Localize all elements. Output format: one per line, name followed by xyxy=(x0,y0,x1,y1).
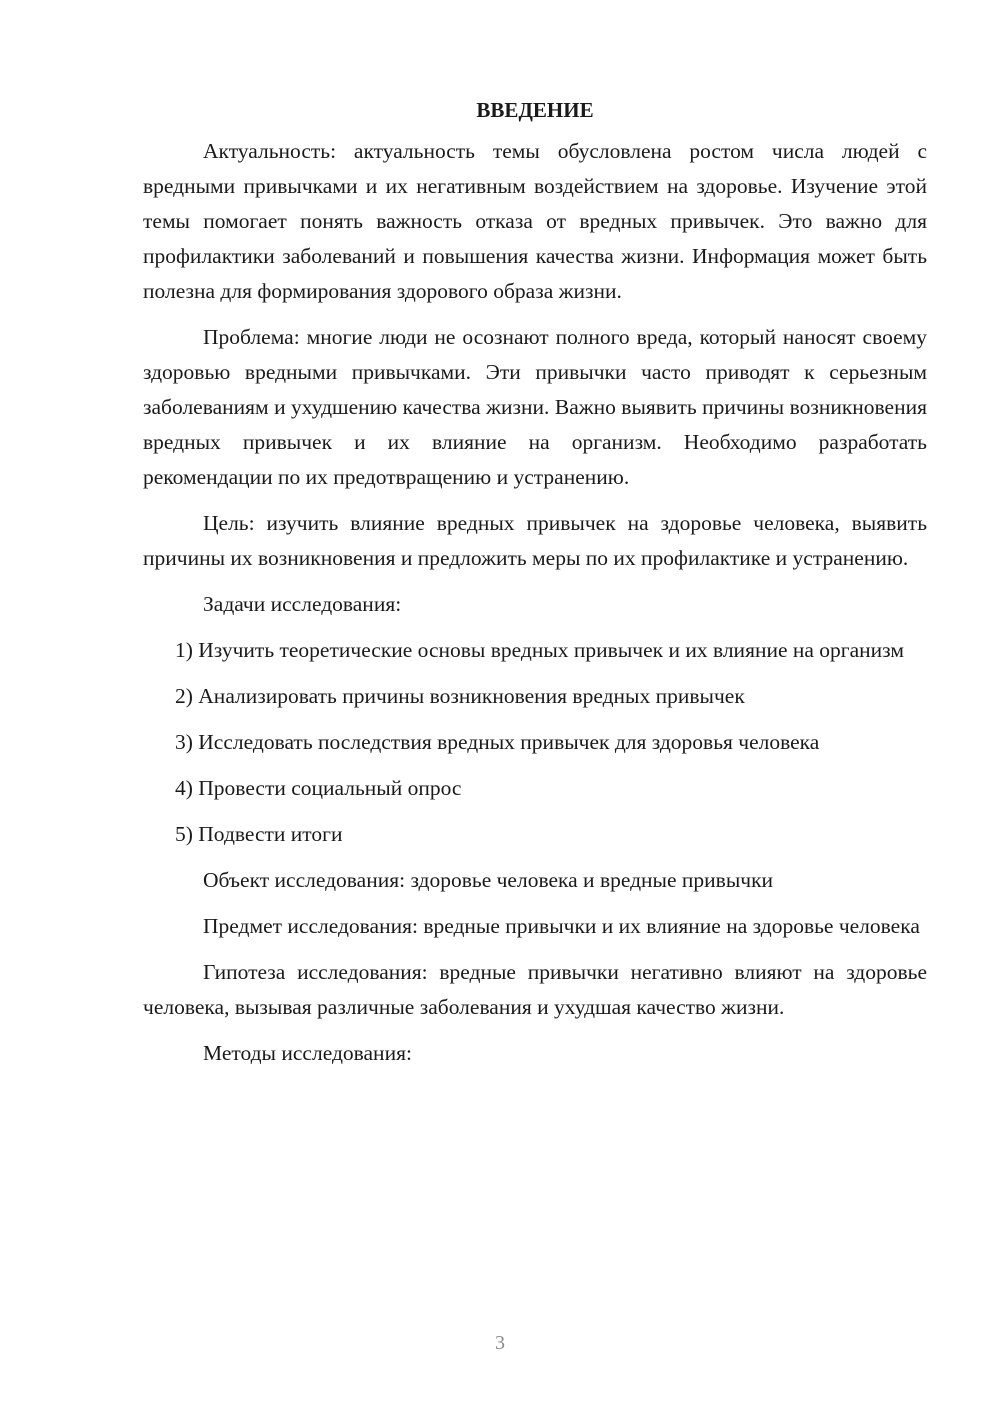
tasks-heading: Задачи исследования: xyxy=(203,592,402,616)
object-paragraph: Объект исследования: здоровье человека и вредные привычки xyxy=(203,868,774,892)
section-title: ВВЕДЕНИЕ xyxy=(476,98,594,122)
task-item: 2) Анализировать причины возникновения вредных привычек xyxy=(175,684,745,708)
task-item: 5) Подвести итоги xyxy=(175,822,343,846)
relevance-paragraph: Актуальность: актуальность темы обусловлена ростом числа людей с вредными привычками и их негативным воздействием на здоровье. Изучение этой темы помогает понять важность отказа от вредных привычек. Это важно для профилактики заболеваний и повышения качества жизни. Информация может быть полезна для формирования здорового образа жизни. xyxy=(143,139,927,303)
methods-heading: Методы исследования: xyxy=(203,1041,412,1065)
task-item: 1) Изучить теоретические основы вредных привычек и их влияние на организм xyxy=(175,638,904,662)
task-item: 3) Исследовать последствия вредных привычек для здоровья человека xyxy=(175,730,820,754)
goal-paragraph: Цель: изучить влияние вредных привычек на здоровье человека, выявить причины их возникновения и предложить меры по их профилактике и устранению. xyxy=(143,511,927,570)
page-number: 3 xyxy=(495,1332,505,1354)
subject-paragraph: Предмет исследования: вредные привычки и их влияние на здоровье человека xyxy=(203,914,920,938)
problem-paragraph: Проблема: многие люди не осознают полного вреда, который наносят своему здоровью вредными привычками. Эти привычки часто приводят к серьезным заболеваниям и ухудшению качества жизни. Важно выявить причины возникновения вредных привычек и их влияние на организм. Необходимо разработать рекомендации по их предотвращению и устранению. xyxy=(143,325,927,489)
document-page xyxy=(143,92,927,1082)
hypothesis-paragraph: Гипотеза исследования: вредные привычки негативно влияют на здоровье человека, вызывая различные заболевания и ухудшая качество жизни. xyxy=(143,960,927,1019)
task-item: 4) Провести социальный опрос xyxy=(175,776,462,800)
